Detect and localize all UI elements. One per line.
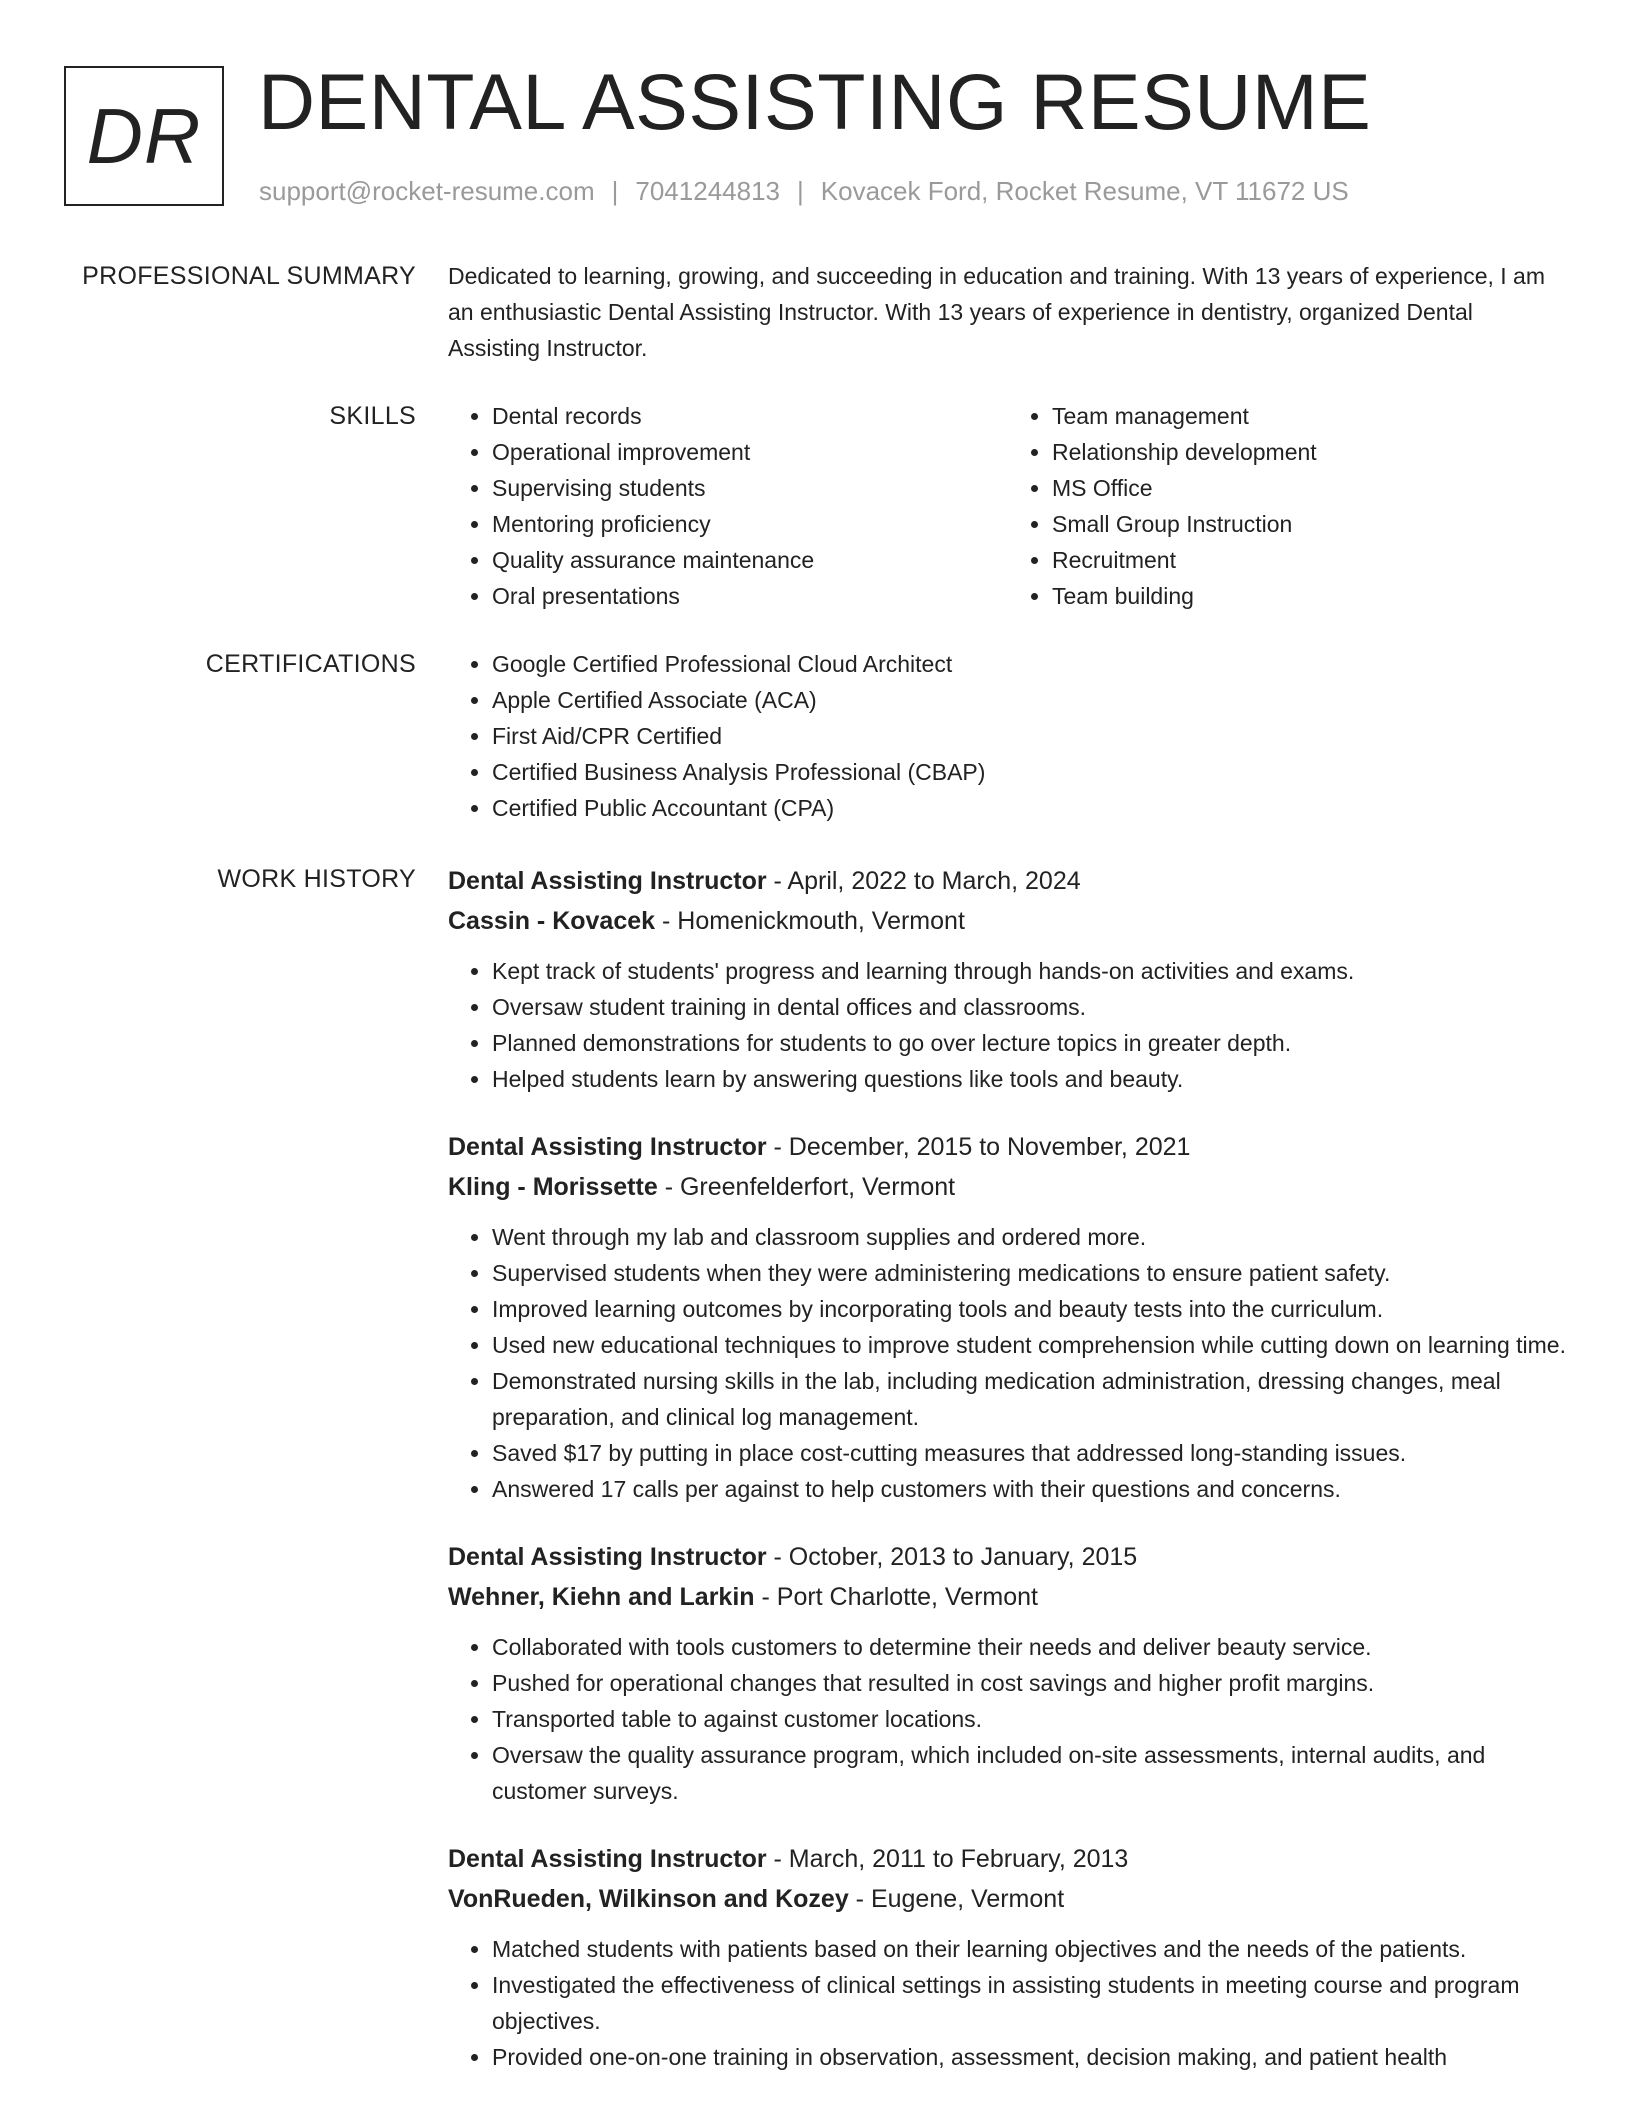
certification-item: • Certified Public Accountant (CPA)	[492, 790, 1568, 826]
job-duty-item: • Kept track of students' progress and learning through hands-on activities and exams.	[492, 953, 1568, 989]
skills-heading: SKILLS	[329, 402, 416, 430]
job-duty-item: • Collaborated with tools customers to determine their needs and deliver beauty service.	[492, 1629, 1568, 1665]
job-location: - Eugene, Vermont	[848, 1885, 1065, 1913]
job-entry	[448, 1839, 1568, 2075]
job-title: Dental Assisting Instructor	[448, 867, 767, 895]
skills-columns	[448, 398, 1568, 614]
job-employer: Kling - Morissette	[448, 1173, 658, 1201]
contact-address: Kovacek Ford, Rocket Resume, VT 11672 US	[820, 176, 1349, 206]
job-duty-item: • Answered 17 calls per against to help customers with their questions and concerns.	[492, 1471, 1568, 1507]
contact-separator: |	[611, 176, 619, 206]
job-title: Dental Assisting Instructor	[448, 1543, 767, 1571]
skill-item: • Recruitment	[1052, 542, 1568, 578]
job-title-line	[448, 861, 1568, 901]
job-dates: - December, 2015 to November, 2021	[766, 1133, 1191, 1161]
work-history-jobs	[448, 861, 1568, 2105]
job-employer-line	[448, 1879, 1568, 1919]
skill-item: • Team management	[1052, 398, 1568, 434]
skill-item: • Oral presentations	[492, 578, 1008, 614]
job-employer-line	[448, 1577, 1568, 1617]
job-duty-item: • Went through my lab and classroom supplies and ordered more.	[492, 1219, 1568, 1255]
job-duty-item: • Investigated the effectiveness of clinical settings in assisting students in meeting course and program objectives.	[492, 1967, 1568, 2039]
skill-item: • Mentoring proficiency	[492, 506, 1008, 542]
job-title-line	[448, 1127, 1568, 1167]
job-entry	[448, 1127, 1568, 1507]
job-employer-line	[448, 1167, 1568, 1207]
job-duties-list	[448, 1931, 1568, 2075]
job-duty-item: • Transported table to against customer locations.	[492, 1701, 1568, 1737]
resume-title: DENTAL ASSISTING RESUME	[258, 57, 1372, 146]
skill-item: • Relationship development	[1052, 434, 1568, 470]
job-duties-list	[448, 953, 1568, 1097]
job-duties-list	[448, 1219, 1568, 1507]
summary-text: Dedicated to learning, growing, and succeeding in education and training. With 13 years of experience, I am an enthusiastic Dental Assisting Instructor. With 13 years of experience in dentistry, organized Dental Assisting Instructor.	[448, 263, 1545, 361]
skill-item: • Supervising students	[492, 470, 1008, 506]
job-employer: VonRueden, Wilkinson and Kozey	[448, 1885, 849, 1913]
job-entry	[448, 861, 1568, 1097]
job-duty-item: • Matched students with patients based on their learning objectives and the needs of the patients.	[492, 1931, 1568, 1967]
certification-item: • Apple Certified Associate (ACA)	[492, 682, 1568, 718]
job-dates: - March, 2011 to February, 2013	[766, 1845, 1129, 1873]
skill-item: • Dental records	[492, 398, 1008, 434]
skills-list-left	[448, 398, 1008, 614]
job-duties-list	[448, 1629, 1568, 1809]
work-history-heading: WORK HISTORY	[217, 865, 416, 893]
job-duty-item: • Oversaw the quality assurance program, which included on-site assessments, internal audits, and customer surveys.	[492, 1737, 1568, 1809]
job-title: Dental Assisting Instructor	[448, 1845, 767, 1873]
job-title-line	[448, 1537, 1568, 1577]
job-title: Dental Assisting Instructor	[448, 1133, 767, 1161]
skill-item: • Team building	[1052, 578, 1568, 614]
certification-item: • Google Certified Professional Cloud Architect	[492, 646, 1568, 682]
contact-separator: |	[797, 176, 804, 206]
job-entry	[448, 1537, 1568, 1809]
job-duty-item: • Used new educational techniques to improve student comprehension while cutting down on learning time.	[492, 1327, 1568, 1363]
job-title-line	[448, 1839, 1568, 1879]
job-duty-item: • Pushed for operational changes that resulted in cost savings and higher profit margins.	[492, 1665, 1568, 1701]
monogram: DR	[64, 66, 224, 206]
certification-item: • Certified Business Analysis Professional (CBAP)	[492, 754, 1568, 790]
skill-item: • Quality assurance maintenance	[492, 542, 1008, 578]
job-location: - Homenickmouth, Vermont	[655, 907, 965, 935]
contact-email: support@rocket-resume.com	[259, 176, 595, 206]
job-employer-line	[448, 901, 1568, 941]
job-duty-item: • Provided one-on-one training in observation, assessment, decision making, and patient health	[492, 2039, 1568, 2075]
certifications-list	[448, 646, 1568, 826]
job-duty-item: • Supervised students when they were administering medications to ensure patient safety.	[492, 1255, 1568, 1291]
job-dates: - April, 2022 to March, 2024	[766, 867, 1081, 895]
skills-list-right	[1008, 398, 1568, 614]
skill-item: • Small Group Instruction	[1052, 506, 1568, 542]
contact-line	[259, 174, 1349, 208]
skill-item: • Operational improvement	[492, 434, 1008, 470]
certifications-heading: CERTIFICATIONS	[205, 650, 416, 678]
skill-item: • MS Office	[1052, 470, 1568, 506]
job-duty-item: • Saved $17 by putting in place cost-cutting measures that addressed long-standing issues.	[492, 1435, 1568, 1471]
job-dates: - October, 2013 to January, 2015	[766, 1543, 1138, 1571]
job-location: - Port Charlotte, Vermont	[754, 1583, 1038, 1611]
job-duty-item: • Oversaw student training in dental offices and classrooms.	[492, 989, 1568, 1025]
job-duty-item: • Demonstrated nursing skills in the lab, including medication administration, dressing changes, meal preparation, and clinical log management.	[492, 1363, 1568, 1435]
job-duty-item: • Improved learning outcomes by incorporating tools and beauty tests into the curriculum.	[492, 1291, 1568, 1327]
summary-heading: PROFESSIONAL SUMMARY	[82, 262, 416, 290]
contact-phone: 7041244813	[635, 176, 780, 206]
job-employer: Cassin - Kovacek	[448, 907, 656, 935]
job-location: - Greenfelderfort, Vermont	[657, 1173, 956, 1201]
job-employer: Wehner, Kiehn and Larkin	[448, 1583, 755, 1611]
certification-item: • First Aid/CPR Certified	[492, 718, 1568, 754]
job-duty-item: • Helped students learn by answering questions like tools and beauty.	[492, 1061, 1568, 1097]
job-duty-item: • Planned demonstrations for students to go over lecture topics in greater depth.	[492, 1025, 1568, 1061]
